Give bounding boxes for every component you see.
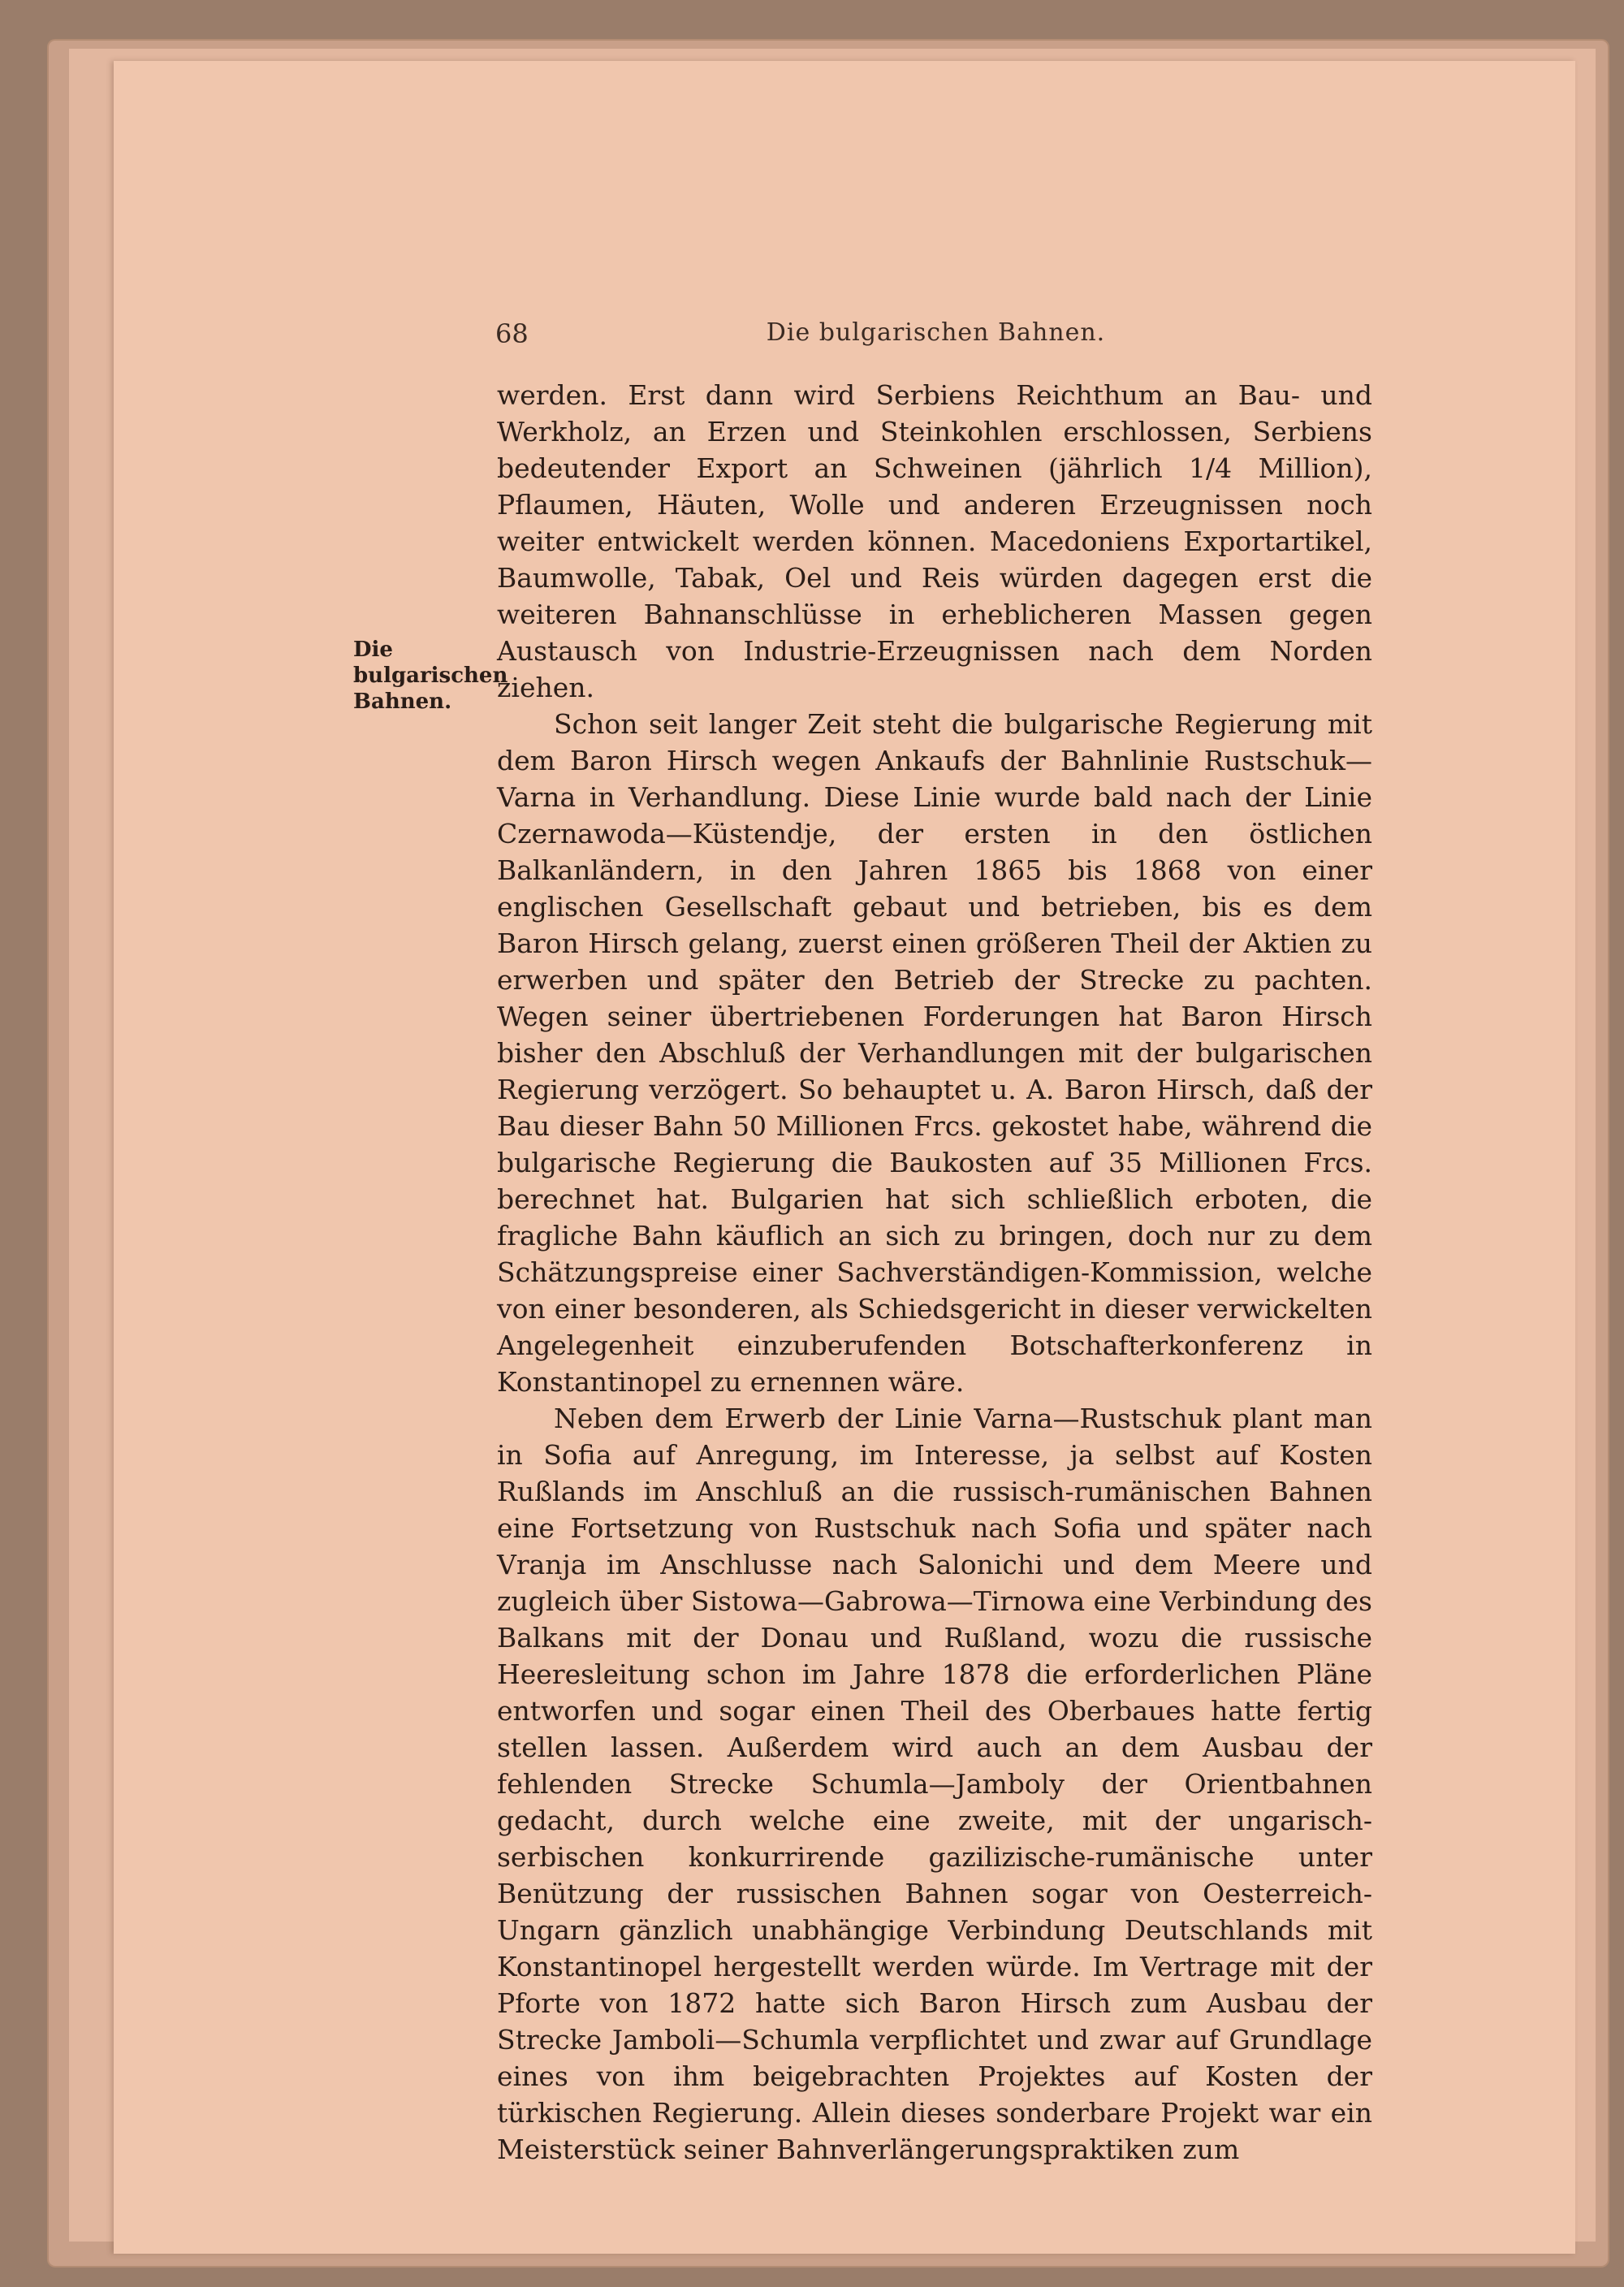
margin-note: Die bulgarischen Bahnen.: [353, 638, 508, 714]
running-head: [495, 318, 1376, 359]
page-number: 68: [495, 318, 529, 349]
body-text: [497, 377, 1372, 2168]
paragraph: werden. Erst dann wird Serbiens Reichthum an Bau- und Werkholz, an Erzen und Steinkohlen erschlossen, Serbiens bedeutender Export an Schweinen (jährlich 1/4 Million), Pflaumen, Häuten, Wolle und anderen Erzeugnissen noch weiter entwickelt werden können. Macedoniens Exportartikel, Baumwolle, Tabak, Oel und Reis würden dagegen erst die weiteren Bahnanschlüsse in erheblicheren Massen gegen Austausch von Industrie-Erzeugnissen nach dem Norden ziehen.: [497, 379, 1372, 703]
running-head-title: Die bulgarischen Bahnen.: [766, 318, 1106, 347]
paragraph: Schon seit langer Zeit steht die bulgarische Regierung mit dem Baron Hirsch wegen Ankaufs der Bahnlinie Rustschuk—Varna in Verhandlung. Diese Linie wurde bald nach der Linie Czernawoda—Küstendje, der ersten in den östlichen Balkanländern, in den Jahren 1865 bis 1868 von einer englischen Gesellschaft gebaut und betrieben, bis es dem Baron Hirsch gelang, zuerst einen größeren Theil der Aktien zu erwerben und später den Betrieb der Strecke zu pachten. Wegen seiner übertriebenen Forderungen hat Baron Hirsch bisher den Abschluß der Verhandlungen mit der bulgarischen Regierung verzögert. So behauptet u. A. Baron Hirsch, daß der Bau dieser Bahn 50 Millionen Frcs. gekostet habe, während die bulgarische Regierung die Baukosten auf 35 Millionen Frcs. berechnet hat. Bulgarien hat sich schließlich erboten, die fragliche Bahn käuflich an sich zu bringen, doch nur zu dem Schätzungspreise einer Sachverständigen-Kommission, welche von einer besonderen, als Schiedsgericht in dieser verwickelten Angelegenheit einzuberufenden Botschafterkonferenz in Konstantinopel zu ernennen wäre.: [497, 708, 1372, 1398]
paragraph: Neben dem Erwerb der Linie Varna—Rustschuk plant man in Sofia auf Anregung, im Interesse, ja selbst auf Kosten Rußlands im Anschluß an die russisch-rumänischen Bahnen eine Fortsetzung von Rustschuk nach Sofia und später nach Vranja im Anschlusse nach Salonichi und dem Meere und zugleich über Sistowa—Gabrowa—Tirnowa eine Verbindung des Balkans mit der Donau und Rußland, wozu die russische Heeresleitung schon im Jahre 1878 die erforderlichen Pläne entworfen und sogar einen Theil des Oberbaues hatte fertig stellen lassen. Außerdem wird auch an dem Ausbau der fehlenden Strecke Schumla—Jamboly der Orientbahnen gedacht, durch welche eine zweite, mit der ungarisch-serbischen konkurrirende gazilizische-rumänische unter Benützung der russischen Bahnen sogar von Oesterreich-Ungarn gänzlich unabhängige Verbindung Deutschlands mit Konstantinopel hergestellt werden würde. Im Vertrage mit der Pforte von 1872 hatte sich Baron Hirsch zum Ausbau der Strecke Jamboli—Schumla verpflichtet und zwar auf Grundlage eines von ihm beigebrachten Projektes auf Kosten der türkischen Regierung. Allein dieses sonderbare Projekt war ein Meisterstück seiner Bahnverlängerungspraktiken zum: [497, 1403, 1372, 2165]
